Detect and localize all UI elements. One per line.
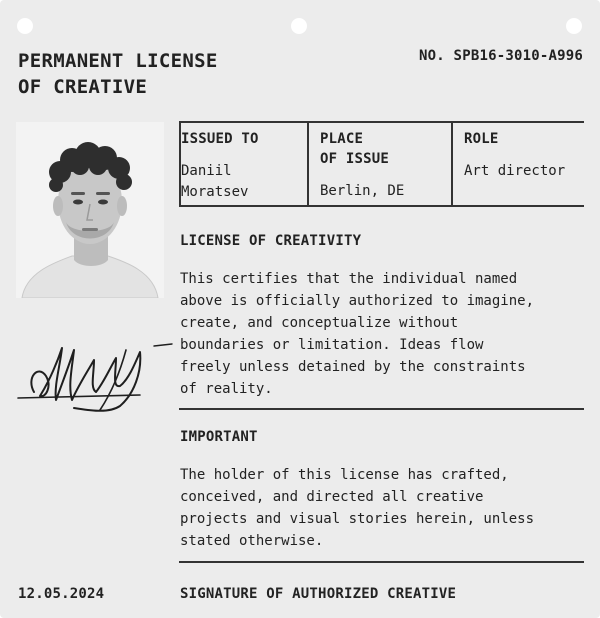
issued-to-label: ISSUED TO: [181, 131, 259, 147]
creativity-text: This certifies that the individual named above is officially authorized to imagine, create, and conceptualize without boundaries or limitation. Ideas flow freely unless detained by the constraints of reality.: [180, 271, 535, 397]
place-of-issue-label-line1: PLACE: [320, 131, 364, 147]
signature-icon: [16, 320, 176, 420]
important-text: The holder of this license has crafted, conceived, and directed all creative projects and visual stories herein, unless stated otherwise.: [180, 467, 535, 549]
punch-hole-center: [291, 18, 307, 34]
grid-top-rule: [179, 121, 584, 123]
issued-to-name-first: Daniil: [181, 163, 232, 179]
issue-date: 12.05.2024: [18, 586, 105, 602]
section-divider-2: [179, 561, 584, 563]
license-title: [18, 48, 278, 100]
grid-bottom-rule: [179, 205, 584, 207]
role-value: Art director: [464, 163, 566, 179]
place-of-issue-label-line2: OF ISSUE: [320, 151, 390, 167]
role-label: ROLE: [464, 131, 499, 147]
punch-hole-right: [566, 18, 582, 34]
punch-hole-left: [17, 18, 33, 34]
license-title-line2: OF CREATIVE: [18, 76, 148, 98]
grid-divider-1: [307, 122, 309, 206]
important-heading: IMPORTANT: [180, 429, 258, 445]
creativity-heading: LICENSE OF CREATIVITY: [180, 233, 362, 249]
signature-caption: SIGNATURE OF AUTHORIZED CREATIVE: [180, 586, 457, 602]
section-divider-1: [179, 408, 584, 410]
portrait-image: [16, 122, 164, 298]
license-number: NO. SPB16-3010-A996: [419, 48, 583, 64]
holder-photo: [16, 122, 164, 298]
issued-to-name-last: Moratsev: [181, 184, 249, 200]
place-of-issue-value: Berlin, DE: [320, 183, 405, 199]
grid-divider-2: [451, 122, 453, 206]
license-title-line1: PERMANENT LICENSE: [18, 50, 218, 72]
